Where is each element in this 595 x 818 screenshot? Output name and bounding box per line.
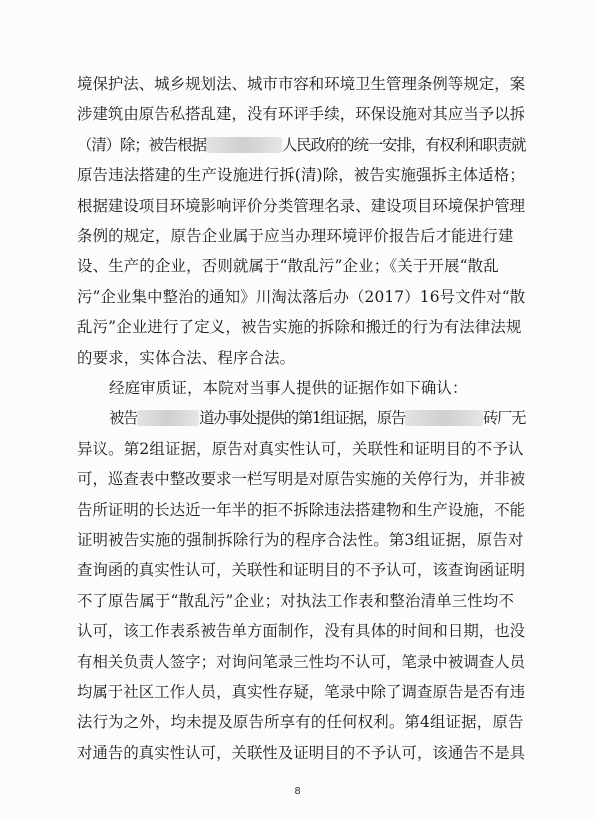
text-line: 条例的规定，原告企业属于应当办理环境评价报告后才能进行建 [77, 227, 514, 245]
text-line: 可，巡查表中整改要求一栏写明是对原告实施的关停行为，并非被 [77, 470, 526, 489]
text-line: 乱污”企业进行了定义，被告实施的拆除和搬迁的行为有法律法规 [77, 318, 522, 337]
text-line: 经庭审质证，本院对当事人提供的证据作如下确认： [109, 379, 468, 397]
text-segment: 人民政府的统一安排，有权利和职责就 [281, 135, 526, 154]
redacted-text [137, 410, 199, 426]
text-line [109, 408, 525, 428]
text-line: 证明被告实施的强制拆除行为的程序合法性。第3组证据，原告对 [77, 531, 524, 549]
redacted-text [405, 410, 483, 426]
text-line: 查询函的真实性认可，关联性和证明目的不予认可，该查询函证明 [77, 561, 526, 580]
text-line: 根据建设项目环境影响评价分类管理名录、建设项目环境保护管理 [77, 196, 526, 215]
text-line: 异议。第2组证据，原告对真实性认可，关联性和证明目的不予认 [77, 439, 524, 458]
text-line: 涉建筑由原告私搭乱建，没有环评手续，环保设施对其应当予以拆 [77, 105, 526, 124]
text-line: 告所证明的长达近一年半的拒不拆除违法搭建物和生产设施，不能 [77, 500, 526, 519]
text-segment: 道办事处提供的第1组证据，原告 [199, 409, 405, 428]
text-line: 均属于社区工作人员，真实性存疑，笔录中除了调查原告是否有违 [77, 683, 526, 701]
text-line [77, 135, 525, 155]
redacted-text [206, 137, 282, 153]
text-segment: （清）除；被告根据 [77, 135, 206, 154]
text-line: 污”企业集中整治的通知》川淘汰落后办（2017）16号文件对“散 [77, 287, 526, 306]
text-line: 境保护法、城乡规划法、城市市容和环境卫生管理条例等规定，案 [77, 75, 526, 93]
text-segment: 被告 [109, 409, 138, 428]
text-line: 不了原告属于“散乱污”企业；对执法工作表和整治清单三性均不 [77, 591, 515, 610]
text-segment: 砖厂无 [482, 409, 526, 428]
page-number: 8 [294, 786, 301, 797]
text-line: 的要求，实体合法、程序合法。 [77, 348, 296, 367]
text-line: 认可，该工作表系被告单方面制作，没有具体的时间和日期，也没 [77, 622, 526, 641]
text-line: 有相关负责人签字；对询问笔录三性均不认可，笔录中被调查人员 [77, 652, 526, 671]
text-line: 法行为之外，均未提及原告所享有的任何权利。第4组证据，原告 [77, 713, 524, 732]
text-line: 对通告的真实性认可，关联性及证明目的不予认可，该通告不是具 [77, 743, 526, 762]
text-line: 原告违法搭建的生产设施进行拆(清)除，被告实施强拆主体适格； [77, 166, 525, 185]
text-line: 设、生产的企业，否则就属于“散乱污”企业；《关于开展“散乱 [77, 257, 499, 276]
